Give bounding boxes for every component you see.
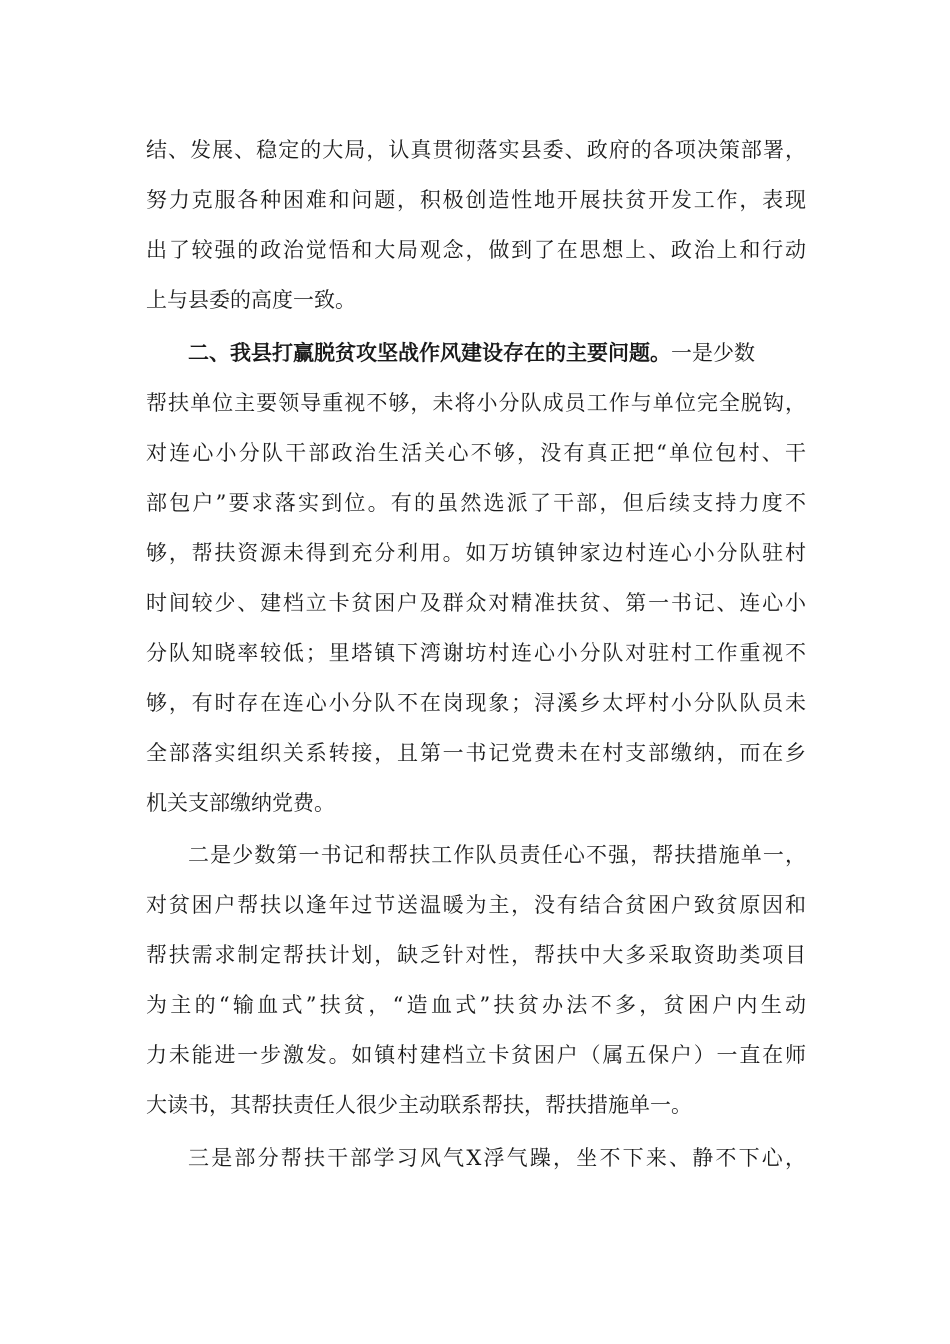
paragraph-line: 帮扶单位主要领导重视不够，未将小分队成员工作与单位完全脱钩，: [146, 391, 806, 415]
paragraph-line: 帮扶需求制定帮扶计划，缺乏针对性，帮扶中大多采取资助类项目: [146, 943, 806, 967]
paragraph-line: 机关支部缴纳党费。: [146, 791, 335, 815]
paragraph-line: 结、发展、稳定的大局，认真贯彻落实县委、政府的各项决策部署，: [146, 138, 806, 162]
paragraph-line: 时间较少、建档立卡贫困户及群众对精准扶贫、第一书记、连心小: [146, 591, 806, 615]
paragraph-line: 全部落实组织关系转接，且第一书记党费未在村支部缴纳，而在乡: [146, 741, 806, 765]
paragraph-line: 部包户”要求落实到位。有的虽然选派了干部，但后续支持力度不: [146, 491, 806, 515]
paragraph-line: 二是少数第一书记和帮扶工作队员责任心不强，帮扶措施单一，: [188, 843, 806, 867]
paragraph-line: 三是部分帮扶干部学习风气Ⅹ浮气躁，坐不下来、静不下心，: [188, 1146, 806, 1170]
section-heading-line: [188, 333, 806, 373]
paragraph-line: 为主的“输血式”扶贫，“造血式”扶贫办法不多，贫困户内生动: [146, 993, 806, 1017]
paragraph-line: 对贫困户帮扶以逢年过节送温暖为主，没有结合贫困户致贫原因和: [146, 893, 806, 917]
paragraph-line: 努力克服各种困难和问题，积极创造性地开展扶贫开发工作，表现: [146, 188, 806, 212]
paragraph-line: 够，有时存在连心小分队不在岗现象；浔溪乡太坪村小分队队员未: [146, 691, 806, 715]
paragraph-line: 够，帮扶资源未得到充分利用。如万坊镇钟家边村连心小分队驻村: [146, 541, 806, 565]
paragraph-line: 对连心小分队干部政治生活关心不够，没有真正把“单位包村、干: [146, 441, 806, 465]
paragraph-line: 力未能进一步激发。如镇村建档立卡贫困户（属五保户）一直在师: [146, 1043, 806, 1067]
paragraph-line: 出了较强的政治觉悟和大局观念，做到了在思想上、政治上和行动: [146, 238, 806, 262]
paragraph-line: 分队知晓率较低；里塔镇下湾谢坊村连心小分队对驻村工作重视不: [146, 641, 806, 665]
section-heading: 二、我县打赢脱贫攻坚战作风建设存在的主要问题。: [188, 340, 671, 365]
paragraph-line: 大读书，其帮扶责任人很少主动联系帮扶，帮扶措施单一。: [146, 1093, 692, 1117]
paragraph-text: 一是少数: [671, 341, 755, 365]
paragraph-line: 上与县委的高度一致。: [146, 288, 356, 312]
